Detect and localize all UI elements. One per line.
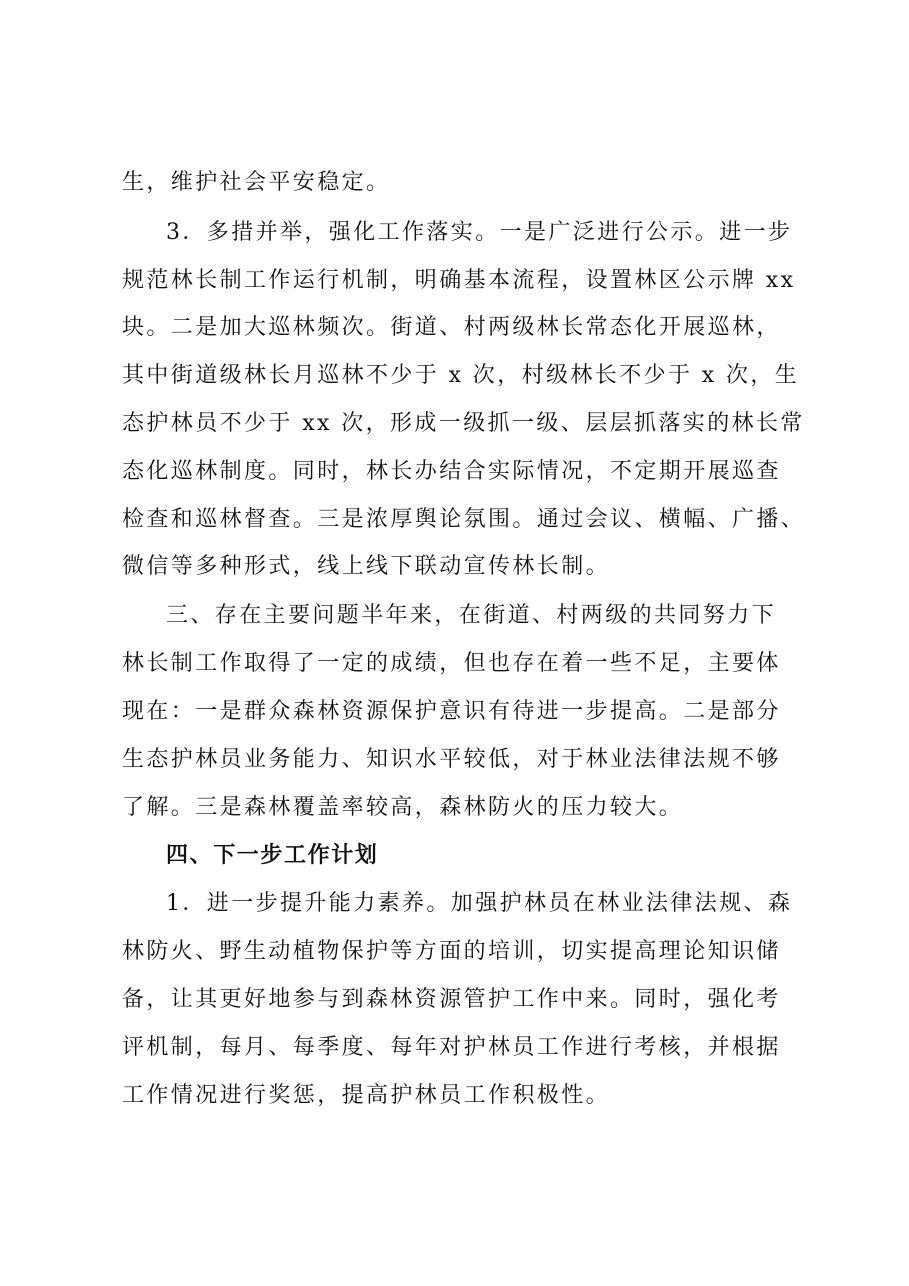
paragraph-line: 评机制，每月、每季度、每年对护林员工作进行考核，并根据	[122, 1035, 781, 1060]
paragraph-line: 态化巡林制度。同时，林长办结合实际情况，不定期开展巡查	[122, 459, 781, 484]
paragraph-line: 块。二是加大巡林频次。街道、村两级林长常态化开展巡林，	[122, 315, 781, 340]
paragraph-line: 工作情况进行奖惩，提高护林员工作积极性。	[122, 1083, 611, 1108]
paragraph-line: 三、存在主要问题半年来，在街道、村两级的共同努力下	[166, 603, 777, 628]
paragraph-line: 林防火、野生动植物保护等方面的培训，切实提高理论知识储	[122, 939, 781, 964]
paragraph-line: 其中街道级林长月巡林不少于 x 次，村级林长不少于 x 次，生	[122, 363, 800, 388]
paragraph-line: 1．进一步提升能力素养。加强护林员在林业法律法规、森	[166, 891, 793, 916]
paragraph-line: 3．多措并举，强化工作落实。一是广泛进行公示。进一步	[166, 220, 793, 245]
paragraph-line: 现在：一是群众森林资源保护意识有待进一步提高。二是部分	[122, 699, 781, 724]
section-heading: 四、下一步工作计划	[166, 843, 379, 868]
paragraph-line: 微信等多种形式，线上线下联动宣传林长制。	[122, 554, 611, 579]
paragraph-line: 备，让其更好地参与到森林资源管护工作中来。同时，强化考	[122, 987, 781, 1012]
paragraph-line: 检查和巡林督查。三是浓厚舆论氛围。通过会议、横幅、广播、	[122, 507, 806, 532]
paragraph-line: 生态护林员业务能力、知识水平较低，对于林业法律法规不够	[122, 747, 781, 772]
paragraph-line: 了解。三是森林覆盖率较高，森林防火的压力较大。	[122, 795, 684, 820]
paragraph-line: 规范林长制工作运行机制，明确基本流程，设置林区公示牌 xx	[122, 268, 796, 293]
paragraph-line: 态护林员不少于 xx 次，形成一级抓一级、层层抓落实的林长常	[122, 411, 805, 436]
paragraph-line: 林长制工作取得了一定的成绩，但也存在着一些不足，主要体	[122, 651, 781, 676]
paragraph-line: 生，维护社会平安稳定。	[122, 170, 391, 195]
